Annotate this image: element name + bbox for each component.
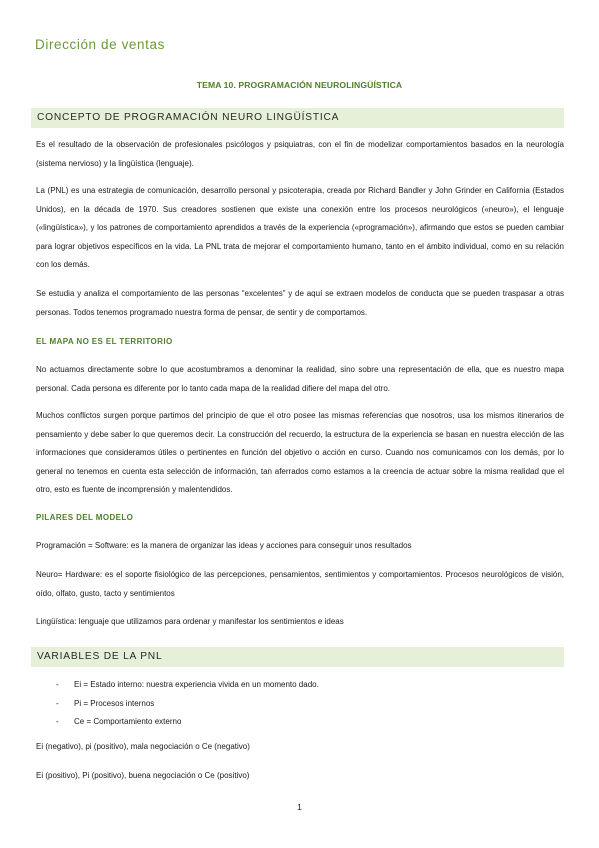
bullet-text: Ei = Estado interno: nuestra experiencia vivida en un momento dado. bbox=[74, 680, 319, 689]
paragraph-8: Lingüística: lenguaje que utilizamos para ordenar y manifestar los sentimientos e ideas bbox=[36, 617, 344, 626]
section-concepto-label: CONCEPTO DE PROGRAMACIÓN NEURO LINGÜÍSTICA bbox=[37, 112, 340, 123]
tema-title: TEMA 10. PROGRAMACIÓN NEUROLINGÜÍSTICA bbox=[196, 80, 403, 90]
paragraph-6: Programación = Software: es la manera de organizar las ideas y acciones para conseguir unos resultados bbox=[36, 541, 412, 550]
section-variables-label: VARIABLES DE LA PNL bbox=[37, 651, 163, 662]
paragraph-3: Se estudia y analiza el comportamiento de las personas “excelentes” y de aquí se extraen modelos de conducta que se pueden traspasar a otras personas. Todos tenemos programado nuestra forma de pensar, de sentir y de comportamos. bbox=[36, 289, 564, 317]
paragraph-9: Ei (negativo), pi (positivo), mala negociación o Ce (negativo) bbox=[36, 742, 250, 751]
bullet-dash: - bbox=[56, 717, 59, 727]
paragraph-4: No actuamos directamente sobre lo que acostumbramos a denominar la realidad, sino sobre una representación de ella, que es nuestro mapa personal. Cada persona es diferente por lo tanto cada mapa de la realidad difiere del mapa del otro. bbox=[36, 365, 564, 393]
section-concepto bbox=[31, 108, 564, 128]
list-item bbox=[36, 676, 556, 695]
header-title: Dirección de ventas bbox=[35, 37, 165, 52]
bullet-text: Ce = Comportamiento externo bbox=[74, 717, 182, 727]
bullet-text: Pi = Procesos internos bbox=[74, 698, 155, 708]
paragraph-1: Es el resultado de la observación de profesionales psicólogos y psiquiatras, con el fin de modelizar comportamientos basados en la neurología (sistema nervioso) y la lingüística (lenguaje). bbox=[36, 140, 564, 168]
page-number: 1 bbox=[297, 802, 302, 812]
bullet-list bbox=[36, 676, 556, 732]
paragraph-5: Muchos conflictos surgen porque partimos del principio de que el otro posee las mismas referencias que nosotros, usa los mismos itinerarios de pensamiento y debe saber lo que queremos decir. La construcción del recuerdo, la estructura de la experiencia se basan en nuestra elección de las informaciones que consideramos útiles o pertinentes en función del objetivo o acción en curso. Cuando nos comunicamos con los demás, por lo general no tenemos en cuenta esta selección de información, tan aferrados como estamos a la creencia de actuar sobre la misma realidad que el otro, esto es fuente de incomprensión y malentendidos. bbox=[36, 411, 564, 495]
section-variables bbox=[31, 647, 564, 667]
bullet-dash: - bbox=[56, 680, 59, 689]
paragraph-7: Neuro= Hardware: es el soporte fisiológico de las percepciones, pensamientos, sentimientos y comportamientos. Procesos neurológicos de visión, oído, olfato, gusto, tacto y sentimientos bbox=[36, 570, 564, 598]
list-item bbox=[36, 695, 556, 714]
subheading-pilares: PILARES DEL MODELO bbox=[36, 513, 134, 522]
paragraph-2: La (PNL) es una estrategia de comunicación, desarrollo personal y psicoterapia, creada por Richard Bandler y John Grinder en California (Estados Unidos), en la década de 1970. Sus creadores sostienen que existe una conexión entre los procesos neurológicos («neuro»), el lenguaje («lingüística»), y los patrones de comportamiento aprendidos a través de la experiencia («programación»), afirmando que estos se pueden cambiar para lograr objetivos específicos en la vida. La PNL trata de mejorar el comportamiento humano, tanto en el ámbito individual, como en su relación con los demás. bbox=[36, 186, 564, 270]
paragraph-10: Ei (positivo), Pi (positivo), buena negociación o Ce (positivo) bbox=[36, 771, 250, 780]
bullet-dash: - bbox=[56, 698, 59, 708]
subheading-mapa: EL MAPA NO ES EL TERRITORIO bbox=[36, 337, 173, 346]
list-item bbox=[36, 713, 556, 732]
